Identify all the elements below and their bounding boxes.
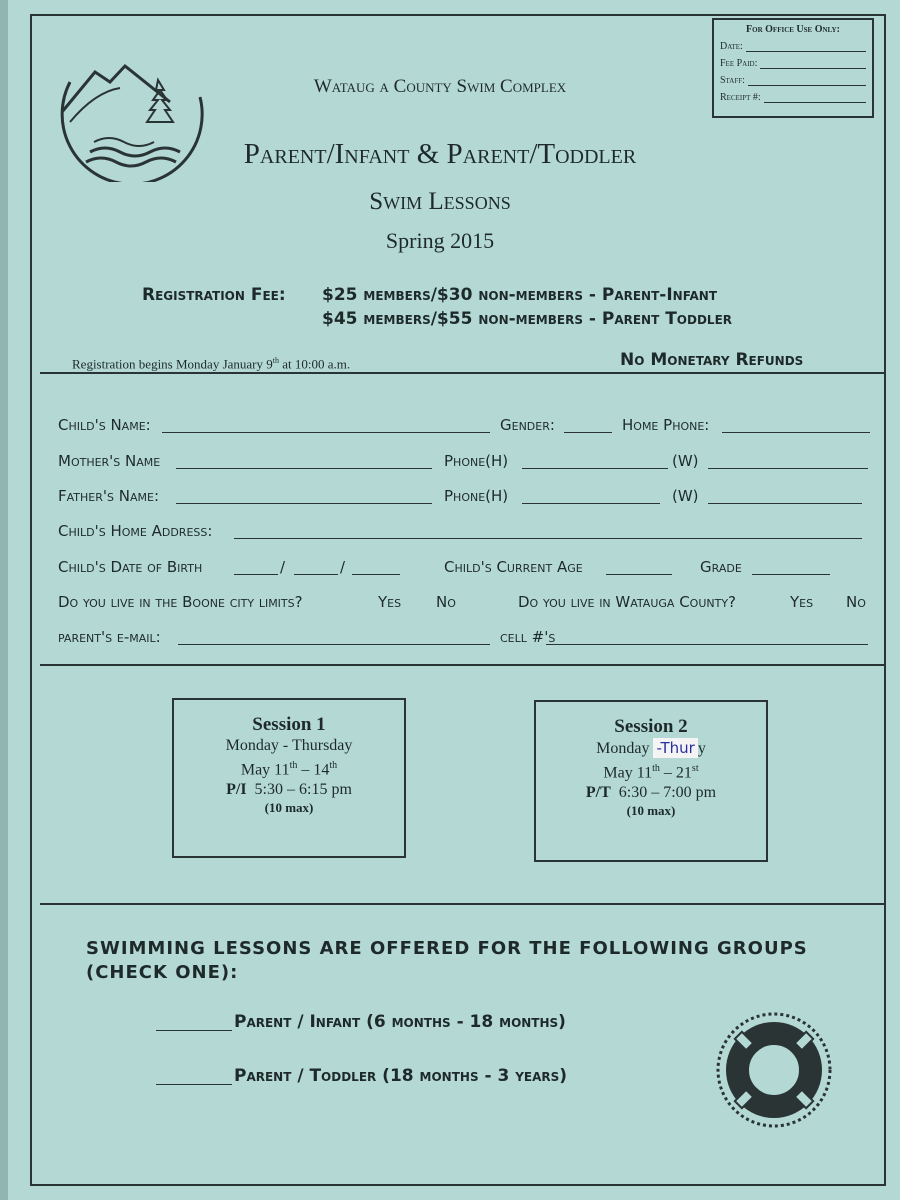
session-2-dates-start: May 11 bbox=[603, 764, 653, 782]
session-1-title: Session 1 bbox=[252, 714, 326, 735]
mothers-name-field[interactable] bbox=[176, 468, 432, 469]
no-refunds: No Monetary Refunds bbox=[620, 350, 804, 370]
session-2-title: Session 2 bbox=[614, 716, 688, 737]
session-1-group: P/I bbox=[226, 781, 247, 799]
home-phone-label: Home Phone: bbox=[622, 416, 710, 434]
office-heading: For Office Use Only: bbox=[746, 24, 840, 35]
office-date-label: Date: bbox=[720, 41, 743, 52]
session-1-sup-2: th bbox=[329, 760, 338, 771]
session-2-dates-end: – 21 bbox=[659, 764, 692, 782]
session-1-box bbox=[172, 698, 406, 858]
fathers-name-field[interactable] bbox=[176, 503, 432, 504]
dob-slash-2: / bbox=[340, 558, 346, 576]
email-label: parent's e-mail: bbox=[58, 628, 161, 646]
cell-label: cell #'s bbox=[500, 628, 556, 646]
infant-check-field[interactable] bbox=[156, 1030, 232, 1031]
fathers-name-label: Father's Name: bbox=[58, 487, 159, 505]
office-date-line[interactable] bbox=[746, 40, 866, 52]
toddler-check-field[interactable] bbox=[156, 1084, 232, 1085]
father-phone-w-field[interactable] bbox=[708, 503, 862, 504]
grade-field[interactable] bbox=[752, 574, 830, 575]
session-2-sup-1: th bbox=[652, 763, 660, 774]
dob-slash-1: / bbox=[280, 558, 286, 576]
mother-phone-w-field[interactable] bbox=[708, 468, 868, 469]
office-receipt-line[interactable] bbox=[764, 91, 866, 103]
watauga-yes-option[interactable]: Yes bbox=[790, 593, 814, 611]
groups-heading-line-1: SWIMMING LESSONS ARE OFFERED FOR THE FOLLOWING GROUPS bbox=[86, 938, 808, 959]
gender-label: Gender: bbox=[500, 416, 555, 434]
address-label: Child's Home Address: bbox=[58, 522, 213, 540]
divider-sessions bbox=[40, 903, 886, 905]
watauga-question: Do you live in Watauga County? bbox=[518, 593, 737, 611]
divider-form bbox=[40, 664, 886, 666]
session-2-sup-2: st bbox=[691, 763, 699, 774]
current-age-label: Child's Current Age bbox=[444, 558, 583, 576]
mother-phone-w-label: (W) bbox=[672, 452, 699, 470]
option-parent-toddler: Parent / Toddler (18 months - 3 years) bbox=[234, 1066, 568, 1086]
office-fee-line[interactable] bbox=[760, 57, 866, 69]
office-use-box bbox=[712, 18, 874, 118]
gender-field[interactable] bbox=[564, 432, 612, 433]
org-name: Wataug a County Swim Complex bbox=[313, 76, 567, 97]
session-1-days: Monday - Thursday bbox=[225, 737, 353, 754]
boone-no-option[interactable]: No bbox=[436, 593, 456, 611]
session-1-max: (10 max) bbox=[264, 800, 314, 816]
dob-day-field[interactable] bbox=[294, 574, 338, 575]
boone-yes-option[interactable]: Yes bbox=[378, 593, 402, 611]
season: Spring 2015 bbox=[385, 228, 495, 253]
registration-begins-sup: th bbox=[272, 356, 279, 365]
current-age-field[interactable] bbox=[606, 574, 672, 575]
session-2-days-post: y bbox=[697, 740, 706, 757]
session-1-sup-1: th bbox=[289, 760, 298, 771]
session-1-dates bbox=[174, 756, 404, 780]
watauga-no-option[interactable]: No bbox=[846, 593, 866, 611]
session-2-box bbox=[534, 700, 768, 862]
session-2-dates bbox=[536, 759, 766, 783]
office-receipt-label: Receipt #: bbox=[720, 92, 761, 103]
registration-begins-text: Registration begins Monday January 9 bbox=[72, 356, 273, 372]
session-2-max: (10 max) bbox=[626, 803, 676, 819]
fee-line-2: $45 members/$55 non-members - Parent Toddler bbox=[322, 309, 733, 329]
mother-phone-h-label: Phone(H) bbox=[444, 452, 509, 470]
childs-name-field[interactable] bbox=[162, 432, 490, 433]
session-1-dates-start: May 11 bbox=[240, 761, 290, 779]
session-1-time: 5:30 – 6:15 pm bbox=[246, 781, 352, 799]
grade-label: Grade bbox=[700, 558, 742, 576]
office-staff-label: Staff: bbox=[720, 75, 745, 86]
page-subtitle: Swim Lessons bbox=[369, 188, 511, 215]
session-1-dates-end: – 14 bbox=[297, 761, 330, 779]
session-2-time: 6:30 – 7:00 pm bbox=[610, 784, 717, 802]
father-phone-w-label: (W) bbox=[672, 487, 699, 505]
boone-question: Do you live in the Boone city limits? bbox=[58, 593, 303, 611]
office-fee-label: Fee Paid: bbox=[720, 58, 758, 69]
registration-begins-time: at 10:00 a.m. bbox=[278, 356, 351, 372]
page-title: Parent/Infant & Parent/Toddler bbox=[243, 138, 637, 170]
fee-line-1: $25 members/$30 non-members - Parent-Infant bbox=[322, 285, 718, 305]
option-parent-infant: Parent / Infant (6 months - 18 months) bbox=[234, 1012, 566, 1032]
fee-label: Registration Fee: bbox=[142, 285, 286, 305]
home-phone-field[interactable] bbox=[722, 432, 870, 433]
dob-label: Child's Date of Birth bbox=[58, 558, 203, 576]
groups-heading-line-2: (CHECK ONE): bbox=[86, 962, 239, 983]
address-field[interactable] bbox=[234, 538, 862, 539]
session-2-days-pre: Monday bbox=[596, 740, 654, 757]
email-field[interactable] bbox=[178, 644, 490, 645]
cell-field[interactable] bbox=[546, 644, 868, 645]
session-2-group: P/T bbox=[585, 784, 611, 802]
mothers-name-label: Mother's Name bbox=[58, 452, 161, 470]
session-2-handwritten-days: -Thur bbox=[653, 738, 697, 758]
father-phone-h-field[interactable] bbox=[522, 503, 660, 504]
dob-month-field[interactable] bbox=[234, 574, 278, 575]
dob-year-field[interactable] bbox=[352, 574, 400, 575]
office-staff-line[interactable] bbox=[748, 74, 866, 86]
childs-name-label: Child's Name: bbox=[58, 416, 151, 434]
registration-begins bbox=[72, 356, 350, 372]
life-ring-icon bbox=[714, 1010, 834, 1130]
father-phone-h-label: Phone(H) bbox=[444, 487, 509, 505]
mother-phone-h-field[interactable] bbox=[522, 468, 668, 469]
